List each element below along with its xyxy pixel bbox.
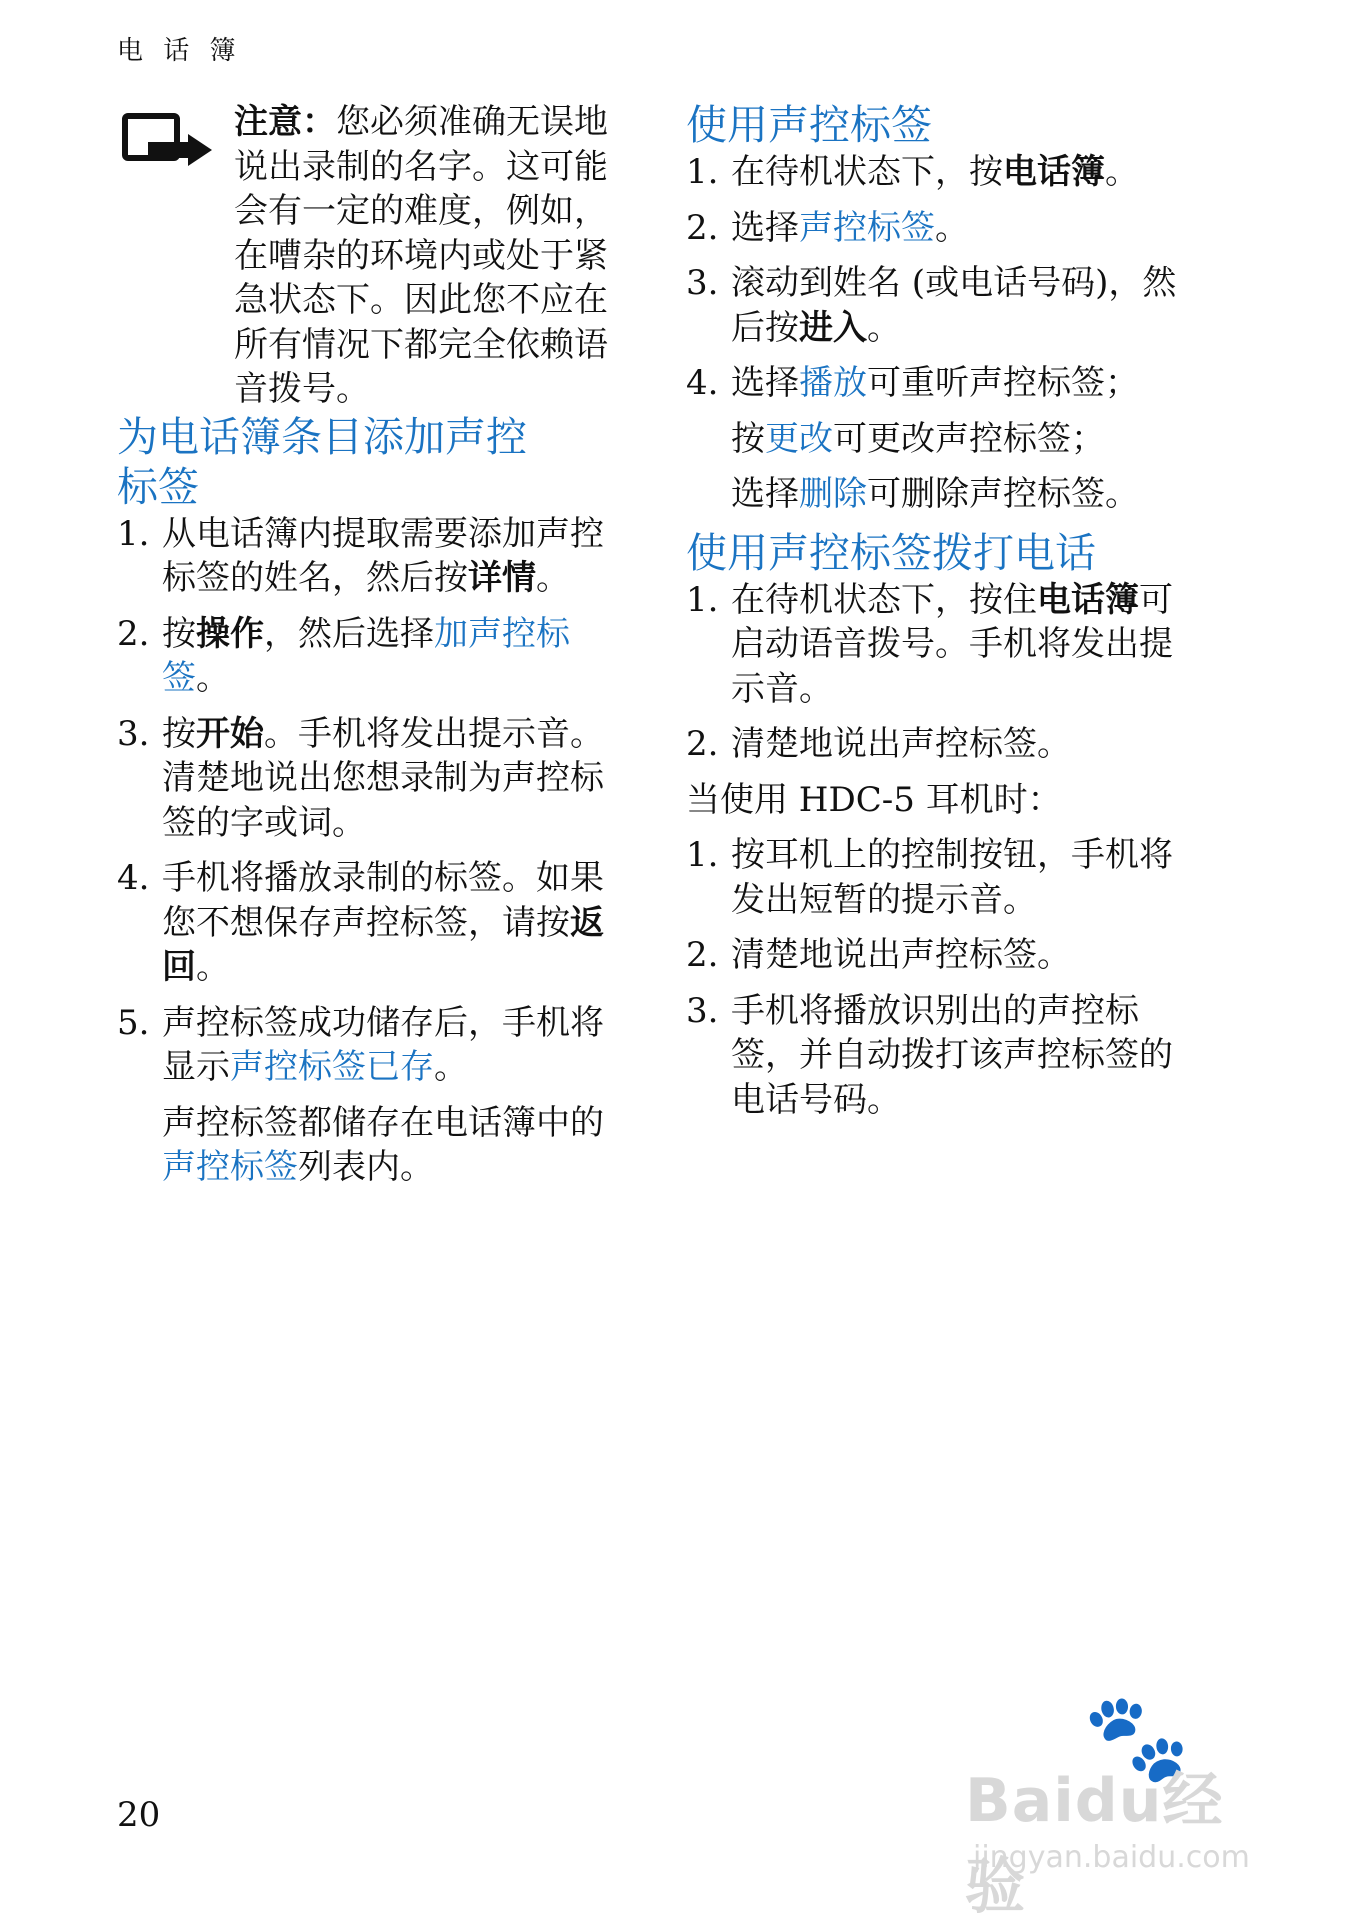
step-number: 4. bbox=[117, 858, 150, 898]
note-text bbox=[234, 100, 637, 412]
step-text: 。 bbox=[196, 947, 230, 987]
step-text: 可更改声控标签； bbox=[833, 418, 1105, 459]
step-sub-change bbox=[686, 417, 1206, 462]
step-text: 列表内。 bbox=[298, 1147, 434, 1187]
step-text: 清楚地说出声控标签。 bbox=[731, 724, 1071, 764]
left-column bbox=[117, 100, 637, 1201]
voice-dial-steps bbox=[686, 578, 1206, 767]
note-block bbox=[117, 100, 637, 412]
step-text: 选择 bbox=[731, 474, 799, 514]
step-text: 选择 bbox=[731, 207, 799, 248]
step-text: 。手机将发出提示音。清楚地说出您想录制为声控标签的字或词。 bbox=[162, 713, 604, 843]
step-number: 3. bbox=[686, 263, 719, 303]
section-title-voice-dial: 使用声控标签拨打电话 bbox=[686, 528, 1096, 577]
note-body: 您必须准确无误地说出录制的名字。这可能会有一定的难度，例如，在嘈杂的环境内或处于紧急状态下。因此您不应在所有情况下都完全依赖语音拨号。 bbox=[234, 102, 608, 409]
menu-term: 播放 bbox=[799, 363, 867, 403]
watermark bbox=[965, 1688, 1265, 1922]
step-number: 4. bbox=[686, 363, 719, 403]
section-title-use-voice-tag: 使用声控标签 bbox=[686, 101, 932, 149]
step-text: 声控标签都储存在电话簿中的 bbox=[162, 1102, 604, 1143]
step-number: 1. bbox=[686, 152, 719, 192]
menu-term: 声控标签 bbox=[799, 207, 935, 248]
step-number: 3. bbox=[117, 713, 150, 754]
step-number: 5. bbox=[117, 1002, 150, 1043]
step-text: 从电话簿内提取需要添加声控标签的姓名，然后按 bbox=[162, 513, 604, 598]
step-text: 在待机状态下，按 bbox=[731, 152, 1003, 192]
list-item bbox=[686, 722, 1206, 767]
note-hand-icon bbox=[122, 112, 214, 174]
key-label: 进入 bbox=[799, 307, 867, 348]
list-item bbox=[117, 1001, 637, 1090]
list-item bbox=[686, 989, 1206, 1123]
step-text: 。 bbox=[196, 658, 230, 698]
note-label: 注意： bbox=[234, 102, 336, 142]
step-number: 3. bbox=[686, 990, 719, 1031]
right-column bbox=[686, 100, 1206, 1133]
step-number: 2. bbox=[686, 207, 719, 248]
list-item bbox=[117, 512, 637, 601]
step-number: 1. bbox=[686, 835, 719, 875]
step-number: 2. bbox=[686, 935, 719, 975]
step-number: 1. bbox=[686, 579, 719, 620]
step-text: 。 bbox=[536, 558, 570, 598]
step-text: 可删除声控标签。 bbox=[867, 474, 1139, 514]
list-item bbox=[686, 206, 1206, 251]
step-text: 。 bbox=[867, 307, 901, 348]
step-text: 可重听声控标签； bbox=[867, 363, 1139, 403]
menu-term: 声控标签已存 bbox=[230, 1047, 434, 1087]
menu-term: 更改 bbox=[765, 418, 833, 459]
step-text: 。 bbox=[434, 1047, 468, 1087]
list-item bbox=[686, 261, 1206, 350]
add-voice-tag-steps bbox=[117, 512, 637, 1090]
key-label: 电话簿 bbox=[1003, 152, 1105, 192]
step-text: ，然后选择 bbox=[264, 613, 434, 654]
step-text: 。 bbox=[1105, 152, 1139, 192]
menu-term: 加声控标签 bbox=[162, 613, 570, 698]
key-label: 返回 bbox=[162, 902, 604, 987]
key-label: 电话簿 bbox=[1037, 579, 1139, 620]
step-number: 2. bbox=[686, 724, 719, 764]
step-text: 选择 bbox=[731, 363, 799, 403]
step-text: 按耳机上的控制按钮，手机将发出短暂的提示音。 bbox=[731, 835, 1173, 920]
step-text: 。 bbox=[935, 207, 969, 248]
watermark-url: jingyan.baidu.com bbox=[973, 1840, 1250, 1875]
section-title-add-voice-tag: 为电话簿条目添加声控标签 bbox=[117, 412, 527, 511]
step-text: 声控标签成功储存后，手机将显示 bbox=[162, 1002, 604, 1087]
menu-term: 声控标签 bbox=[162, 1147, 298, 1187]
list-item bbox=[117, 612, 637, 701]
key-label: 操作 bbox=[196, 613, 264, 654]
step-number: 2. bbox=[117, 613, 150, 654]
list-item bbox=[686, 361, 1206, 406]
key-label: 详情 bbox=[468, 558, 536, 598]
list-item bbox=[686, 578, 1206, 712]
step-text: 可启动语音拨号。手机将发出提示音。 bbox=[731, 579, 1173, 709]
step-text: 在待机状态下，按住 bbox=[731, 579, 1037, 620]
step-text: 清楚地说出声控标签。 bbox=[731, 935, 1071, 975]
menu-term: 删除 bbox=[799, 474, 867, 514]
list-item bbox=[686, 833, 1206, 922]
watermark-brand: Baidu经验 bbox=[965, 1766, 1224, 1922]
page-number: 20 bbox=[117, 1795, 161, 1835]
step-text: 按 bbox=[731, 418, 765, 459]
running-header: 电 话 簿 bbox=[117, 36, 242, 66]
list-item bbox=[117, 712, 637, 846]
step-number: 1. bbox=[117, 513, 150, 554]
key-label: 开始 bbox=[196, 713, 264, 754]
step-text: 按 bbox=[162, 713, 196, 754]
step-text: 按 bbox=[162, 613, 196, 654]
step-sub-delete bbox=[686, 472, 1206, 517]
list-item bbox=[686, 150, 1206, 195]
paw-icon: 🐾 bbox=[1083, 1688, 1191, 1788]
list-item bbox=[117, 856, 637, 990]
headset-steps bbox=[686, 833, 1206, 1122]
step-text: 滚动到姓名 (或电话号码)，然后按 bbox=[731, 263, 1177, 348]
step-text: 手机将播放识别出的声控标签，并自动拨打该声控标签的电话号码。 bbox=[731, 990, 1173, 1120]
step-text: 手机将播放录制的标签。如果您不想保存声控标签，请按 bbox=[162, 858, 604, 943]
storage-note bbox=[117, 1101, 637, 1190]
list-item bbox=[686, 933, 1206, 978]
headset-intro: 当使用 HDC-5 耳机时： bbox=[686, 779, 1062, 820]
use-voice-tag-steps bbox=[686, 150, 1206, 406]
